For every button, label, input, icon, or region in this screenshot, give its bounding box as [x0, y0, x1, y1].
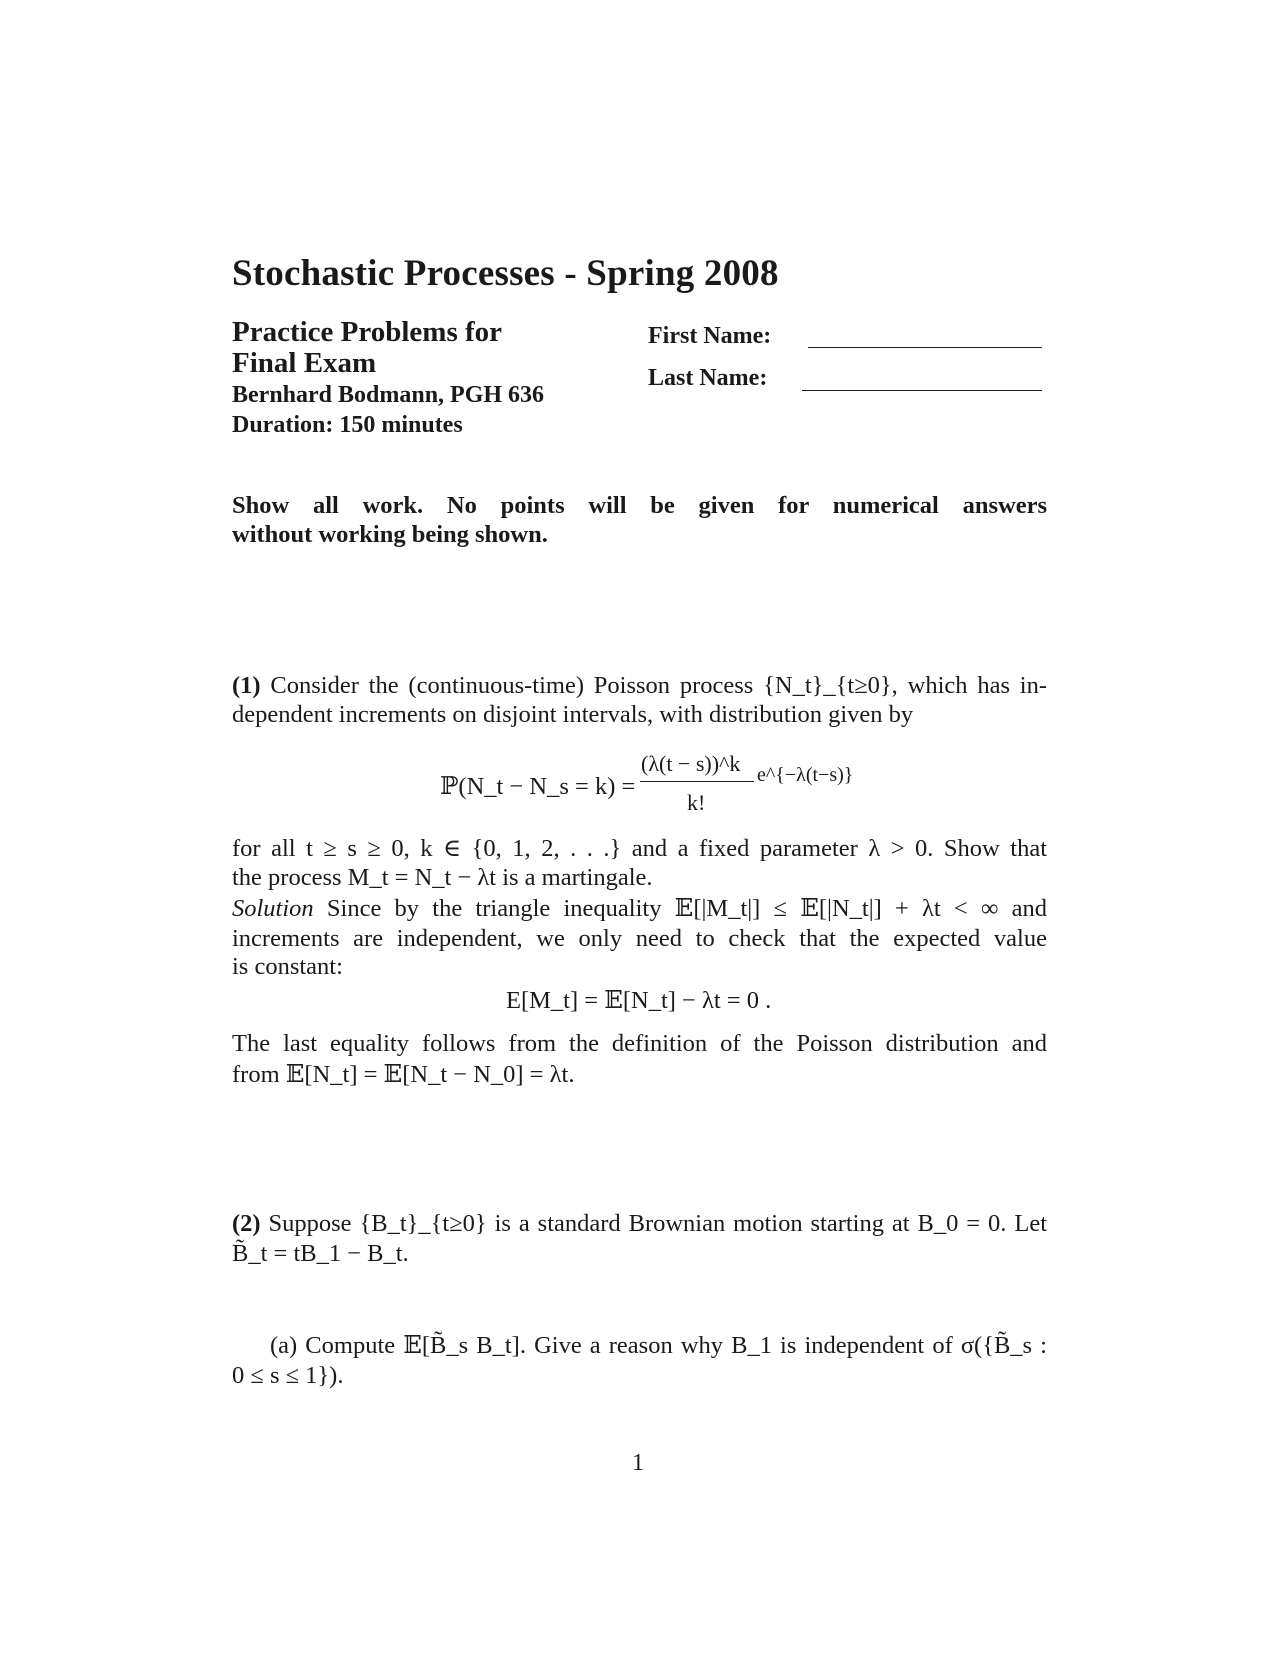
- poisson-equation-exponential: e^{−λ(t−s)}: [757, 764, 854, 786]
- solution-text-1: Since by the triangle inequality 𝔼[|M_t|] ≤ 𝔼[|N_t|] + λt < ∞ and: [326, 895, 1048, 922]
- problem-1-line-1: [232, 671, 1047, 701]
- poisson-equation-lhs: ℙ(N_t − N_s = k) =: [440, 773, 636, 800]
- last-name-blank[interactable]: [802, 390, 1042, 391]
- problem-1-line-2: dependent increments on disjoint intervals, with distribution given by: [232, 701, 914, 728]
- subtitle-line-1: Practice Problems for: [232, 316, 503, 348]
- last-name-label: Last Name:: [648, 365, 768, 391]
- problem-2-number: (2): [232, 1210, 261, 1237]
- problem-1-line-4: the process M_t = N_t − λt is a martingale.: [232, 864, 653, 891]
- first-name-blank[interactable]: [808, 347, 1042, 348]
- instructions-line-2: without working being shown.: [232, 521, 548, 548]
- solution-line-2: increments are independent, we only need to check that the expected value: [232, 925, 1047, 952]
- problem-1-text-1: Consider the (continuous-time) Poisson process {N_t}_{t≥0}, which has in-: [270, 672, 1048, 699]
- poisson-equation-numerator: (λ(t − s))^k: [641, 751, 741, 776]
- instructions-line-1: Show all work. No points will be given for numerical answers: [232, 492, 1047, 519]
- problem-2-text-1: Suppose {B_t}_{t≥0} is a standard Brownian motion starting at B_0 = 0. Let: [268, 1210, 1047, 1237]
- solution-equation: E[M_t] = 𝔼[N_t] − λt = 0 .: [506, 987, 772, 1014]
- document-title: Stochastic Processes - Spring 2008: [232, 253, 779, 294]
- closing-line-1: The last equality follows from the definition of the Poisson distribution and: [232, 1030, 1047, 1057]
- first-name-label: First Name:: [648, 323, 772, 349]
- instructor-line: Bernhard Bodmann, PGH 636: [232, 382, 545, 408]
- poisson-equation-denominator: k!: [687, 790, 706, 815]
- problem-2-line-2: B̃_t = tB_1 − B_t.: [232, 1240, 409, 1267]
- problem-2a-line-2: 0 ≤ s ≤ 1}).: [232, 1362, 344, 1389]
- problem-1-number: (1): [232, 672, 261, 699]
- problem-1-line-3: for all t ≥ s ≥ 0, k ∈ {0, 1, 2, . . .} and a fixed parameter λ > 0. Show that: [232, 835, 1047, 862]
- duration-line: Duration: 150 minutes: [232, 412, 463, 438]
- subtitle-line-2: Final Exam: [232, 347, 377, 379]
- problem-2a-line-1: (a) Compute 𝔼[B̃_s B_t]. Give a reason why B_1 is independent of σ({B̃_s :: [270, 1332, 1047, 1359]
- solution-line-1: [232, 894, 1047, 924]
- solution-line-3: is constant:: [232, 953, 343, 980]
- page-number: 1: [632, 1450, 644, 1476]
- problem-2-line-1: [232, 1209, 1047, 1239]
- solution-label: Solution: [232, 895, 314, 922]
- closing-line-2: from 𝔼[N_t] = 𝔼[N_t − N_0] = λt.: [232, 1061, 575, 1088]
- fraction-bar: [640, 781, 754, 782]
